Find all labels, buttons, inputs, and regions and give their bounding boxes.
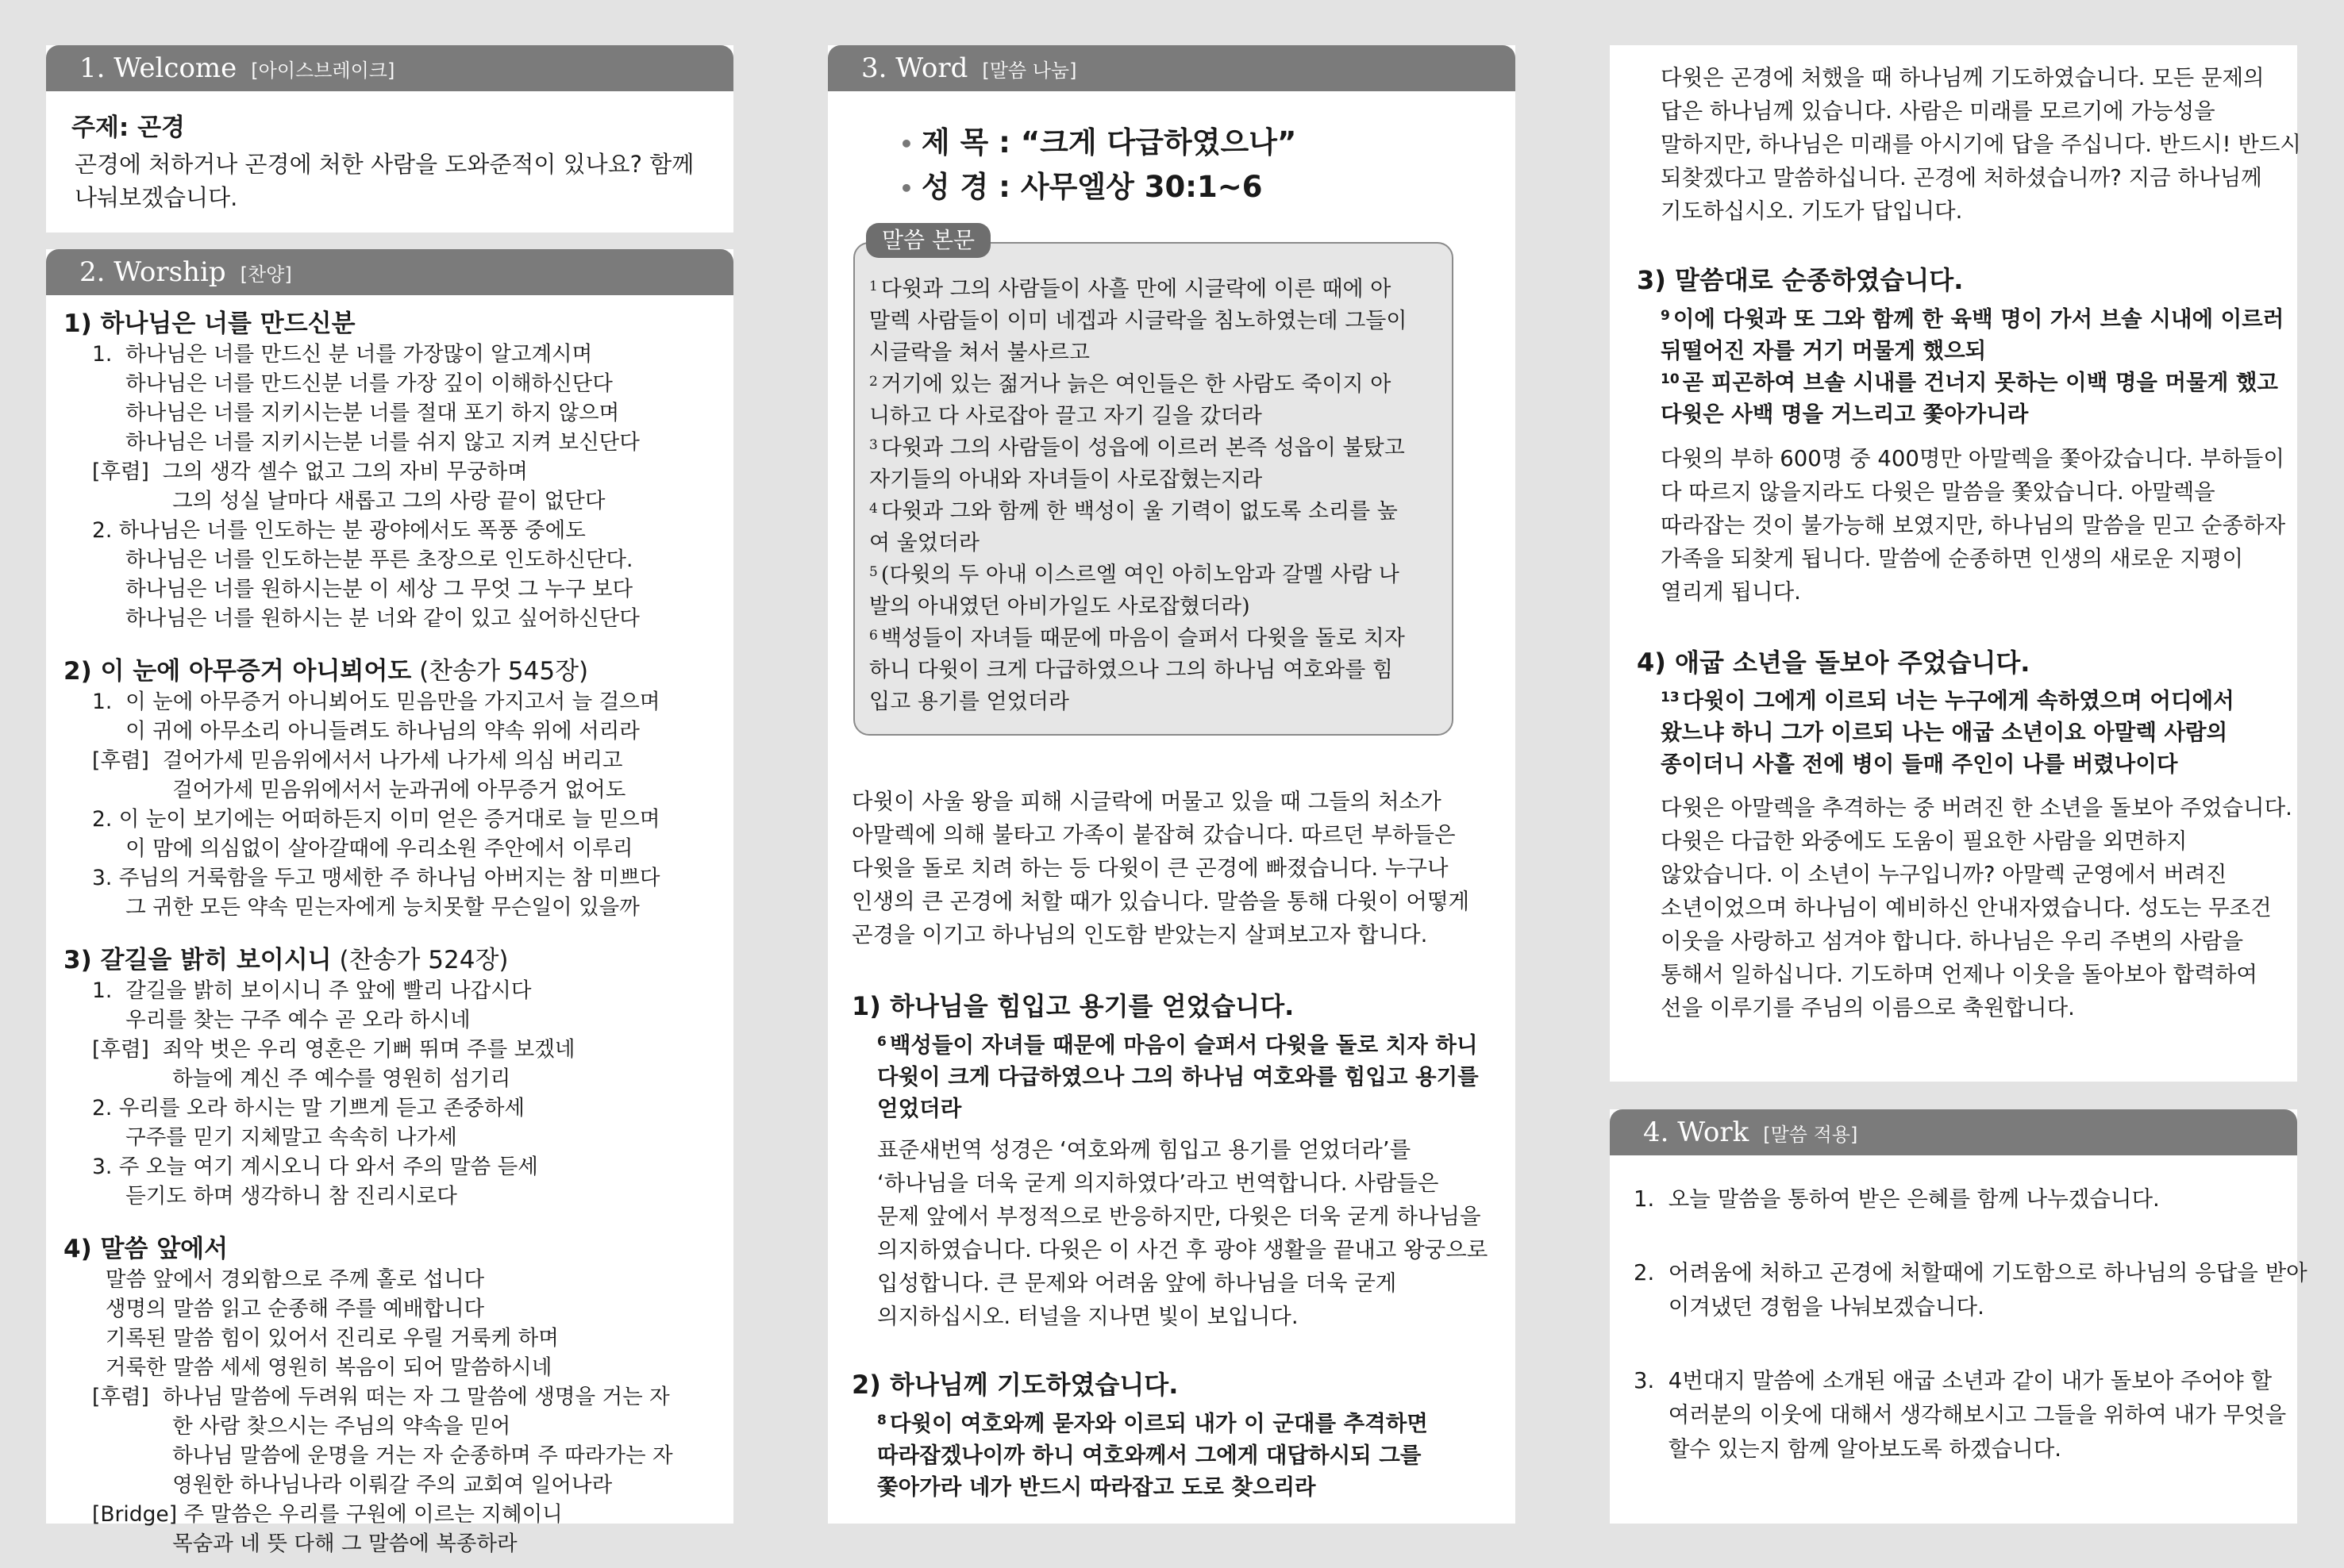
song-4-line: 생명의 말씀 읽고 순종해 주를 예배합니다	[92, 1297, 485, 1321]
song-2-line: 이 맘에 의심없이 살아갈때에 우리소원 주안에서 이루리	[92, 836, 633, 861]
point-2-verse-line-text: 쫓아가라 네가 반드시 따라잡고 도로 찾으리라	[877, 1474, 1316, 1500]
point-3-text	[1661, 442, 2286, 609]
point-1-text-line: 표준새번역 성경은 ‘여호와께 힘입고 용기를 얻었더라’를	[877, 1137, 1411, 1163]
point-2-text-line: 말하지만, 하나님은 미래를 아시기에 답을 주십니다. 반드시! 반드시	[1661, 132, 2301, 157]
sermon-subject	[899, 118, 1296, 161]
scripture-box-line	[869, 337, 1407, 369]
song-2-line: 이 귀에 아무소리 아니들려도 하나님의 약속 위에 서리라	[92, 719, 640, 744]
song-4-line: [후렴] 하나님 말씀에 두려워 떠는 자 그 말씀에 생명을 거는 자	[92, 1385, 670, 1409]
point-1-verse-line	[877, 1093, 1479, 1124]
verse-number: 5	[869, 564, 878, 580]
point-2-text-line: 되찾겠다고 말씀하십니다. 곤경에 처하셨습니까? 지금 하나님께	[1661, 165, 2262, 190]
point-3-text-line: 가족을 되찾게 됩니다. 말씀에 순종하면 인생의 새로운 지평이	[1661, 546, 2244, 571]
song-2-title-text: 2) 이 눈에 아무증거 아니뵈어도	[64, 657, 412, 686]
song-3-line: 하늘에 계신 주 예수를 영원히 섬기리	[92, 1066, 511, 1091]
scripture-box-line	[869, 655, 1407, 686]
point-1-verse-line-text: 다윗이 크게 다급하였으나 그의 하나님 여호와를 힘입고 용기를	[877, 1064, 1479, 1090]
song-1-line: 하나님은 너를 원하시는분 이 세상 그 무엇 그 누구 보다	[92, 577, 633, 601]
song-4-line: 목숨과 네 뜻 다해 그 말씀에 복종하라	[92, 1531, 518, 1556]
sermon-subject-label: 제 목 :	[921, 125, 1021, 159]
scripture-box-line	[869, 496, 1407, 528]
work-item-line: 이겨냈던 경험을 나눠보겠습니다.	[1634, 1294, 1984, 1320]
sermon-scripture-label: 성 경 :	[921, 170, 1021, 204]
point-3-verse-line-text: 곧 피곤하여 브솔 시내를 건너지 못하는 이백 명을 머물게 했고	[1682, 370, 2278, 395]
point-1-text-line: ‘하나님을 더욱 굳게 의지하였다’라고 번역합니다. 사람들은	[877, 1170, 1439, 1196]
song-1-line: 그의 성실 날마다 새롭고 그의 사랑 끝이 없단다	[92, 489, 606, 513]
song-3-line: 1. 갈길을 밝히 보이시니 주 앞에 빨리 나갑시다	[92, 978, 532, 1003]
song-1-line: 2. 하나님은 너를 인도하는 분 광야에서도 폭풍 중에도	[92, 518, 586, 543]
point-4-text-line: 않았습니다. 이 소년이 누구입니까? 아말렉 군영에서 버려진	[1661, 862, 2227, 887]
welcome-topic: 주제: 곤경	[71, 113, 185, 142]
point-4-verse-line	[1661, 748, 2234, 780]
song-2-line: 2. 이 눈이 보기에는 어떠하든지 이미 얻은 증거대로 늘 믿으며	[92, 807, 660, 832]
song-1-line: 1. 하나님은 너를 만드신 분 너를 가장많이 알고계시며	[92, 342, 593, 367]
song-3-line: 구주를 믿기 지체말고 속속히 나가세	[92, 1125, 457, 1150]
word-intro-line: 아말렉에 의해 불타고 가족이 붙잡혀 갔습니다. 따르던 부하들은	[852, 822, 1456, 847]
welcome-text-line-1: 곤경에 처하거나 곤경에 처한 사람을 도와준적이 있나요? 함께	[75, 151, 695, 178]
song-4-line: 기록된 말씀 힘이 있어서 진리로 우릴 거룩케 하며	[92, 1326, 559, 1351]
scripture-box-line-text: 니하고 다 사로잡아 끌고 자기 길을 갔더라	[869, 404, 1262, 429]
welcome-panel	[46, 45, 733, 233]
worship-header	[46, 249, 733, 295]
scripture-box-line	[869, 686, 1407, 718]
verse-number: 13	[1661, 690, 1680, 705]
word-continued-panel	[1610, 45, 2301, 1082]
point-3-verse-line-text: 이에 다윗과 또 그와 함께 한 육백 명이 가서 브솔 시내에 이르러	[1672, 306, 2284, 332]
song-4-line: 하나님 말씀에 운명을 거는 자 순종하며 주 따라가는 자	[92, 1443, 673, 1468]
point-4-title: 4) 애굽 소년을 돌보아 주었습니다.	[1637, 648, 2030, 678]
scripture-box-line-text: 다윗과 그의 사람들이 사흘 만에 시글락에 이른 때에 아	[880, 277, 1391, 302]
point-3-verse-line	[1661, 335, 2284, 367]
verse-number: 3	[869, 437, 878, 453]
song-1-line: 하나님은 너를 만드신분 너를 가장 깊이 이해하신단다	[92, 371, 613, 396]
point-4-text	[1661, 791, 2292, 1024]
point-1-text	[877, 1133, 1499, 1333]
scripture-box-line-text: 다윗과 그와 함께 한 백성이 울 기력이 없도록 소리를 높	[880, 499, 1398, 524]
scripture-box-label: 말씀 본문	[866, 223, 991, 258]
point-2-title: 2) 하나님께 기도하였습니다.	[852, 1370, 1179, 1400]
word-title: 3. Word	[861, 52, 968, 84]
work-item-line: 3. 4번대지 말씀에 소개된 애굽 소년과 같이 내가 돌보아 주어야 할	[1634, 1368, 2273, 1393]
song-1-line: 하나님은 너를 인도하는분 푸른 초장으로 인도하신단다.	[92, 548, 633, 572]
point-4-text-line: 다윗은 아말렉을 추격하는 중 버려진 한 소년을 돌보아 주었습니다.	[1661, 795, 2292, 821]
point-3-text-line: 다윗의 부하 600명 중 400명만 아말렉을 쫓아갔습니다. 부하들이	[1661, 446, 2284, 471]
scripture-box-text	[869, 274, 1407, 718]
point-4-verse-line-text: 왔느냐 하니 그가 이르되 나는 애굽 소년이요 아말렉 사람의	[1661, 720, 2228, 745]
song-2-line: 1. 이 눈에 아무증거 아니뵈어도 믿음만을 가지고서 늘 걸으며	[92, 690, 660, 714]
welcome-subtitle: [아이스브레이크]	[251, 59, 395, 82]
verse-number: 9	[1661, 308, 1670, 324]
work-item-line: 할수 있는지 함께 알아보도록 하겠습니다.	[1634, 1436, 2062, 1462]
point-4-text-line: 통해서 일하십니다. 기도하며 언제나 이웃을 돌아보아 합력하여	[1661, 962, 2257, 987]
point-2-verse-line	[877, 1471, 1428, 1503]
worship-title: 2. Worship	[79, 256, 226, 288]
scripture-box-line	[869, 528, 1407, 559]
point-1-verse-line-text: 얻었더라	[877, 1096, 962, 1121]
verse-number: 8	[877, 1412, 887, 1428]
song-4-title-text: 4) 말씀 앞에서	[64, 1235, 229, 1263]
scripture-box-line-text: 백성들이 자녀들 때문에 마음이 슬퍼서 다윗을 돌로 치자	[880, 626, 1405, 651]
work-item-line: 1. 오늘 말씀을 통하여 받은 은혜를 함께 나누겠습니다.	[1634, 1186, 2160, 1212]
point-2-text-line: 답은 하나님께 있습니다. 사람은 미래를 모르기에 가능성을	[1661, 98, 2215, 124]
point-1-verse-line	[877, 1029, 1479, 1061]
work-subtitle: [말씀 적용]	[1763, 1123, 1858, 1146]
point-1-verse-line-text: 백성들이 자녀들 때문에 마음이 슬퍼서 다윗을 돌로 치자 하니	[889, 1032, 1478, 1058]
song-2-title	[64, 655, 588, 687]
word-panel	[828, 45, 1515, 1524]
point-1-text-line: 의지하십시오. 터널을 지나면 빛이 보입니다.	[877, 1304, 1299, 1329]
point-2-verse-line-text: 다윗이 여호와께 묻자와 이르되 내가 이 군대를 추격하면	[889, 1411, 1428, 1436]
song-3-title	[64, 944, 509, 976]
scripture-box-line-text: 시글락을 쳐서 불사르고	[869, 340, 1090, 365]
scripture-box-line-text: 거기에 있는 젊거나 늙은 여인들은 한 사람도 죽이지 아	[880, 372, 1391, 397]
verse-number: 2	[869, 374, 878, 390]
welcome-title: 1. Welcome	[79, 52, 237, 84]
scripture-box-line	[869, 559, 1407, 591]
sermon-subject-value: “크게 다급하였으나”	[1020, 125, 1297, 159]
scripture-box-line	[869, 591, 1407, 623]
song-3-line: 듣기도 하며 생각하니 참 진리시로다	[92, 1184, 457, 1209]
word-intro-line: 인생의 큰 곤경에 처할 때가 있습니다. 말씀을 통해 다윗이 어떻게	[852, 889, 1470, 914]
point-1-text-line: 입성합니다. 큰 문제와 어려움 앞에 하나님을 더욱 굳게	[877, 1270, 1397, 1296]
verse-number: 4	[869, 501, 878, 517]
word-intro-line: 다윗을 돌로 치려 하는 등 다윗이 큰 곤경에 빠졌습니다. 누구나	[852, 855, 1449, 881]
song-2-line: 걸어가세 믿음위에서서 눈과귀에 아무증거 없어도	[92, 778, 626, 802]
scripture-box-line	[869, 432, 1407, 464]
scripture-box-line-text: 하니 다윗이 크게 다급하였으나 그의 하나님 여호와를 힘	[869, 658, 1393, 682]
sermon-scripture	[899, 163, 1262, 206]
verse-number: 10	[1661, 371, 1680, 387]
point-4-verse-line	[1661, 717, 2234, 748]
verse-number: 6	[877, 1034, 887, 1050]
point-1-verse-line	[877, 1061, 1479, 1093]
scripture-box-line-text: 말렉 사람들이 이미 네겝과 시글락을 침노하였는데 그들이	[869, 309, 1407, 333]
song-3-line: 우리를 찾는 구주 예수 곧 오라 하시네	[92, 1008, 471, 1032]
scripture-box-line-text: (다윗의 두 아내 이스르엘 여인 아히노암과 갈멜 사람 나	[880, 563, 1399, 587]
work-header	[1610, 1109, 2297, 1155]
song-3-line: 3. 주 오늘 여기 계시오니 다 와서 주의 말씀 듣세	[92, 1155, 538, 1179]
word-header	[828, 45, 1515, 91]
point-3-verse-line-text: 다윗은 사백 명을 거느리고 쫓아가니라	[1661, 402, 2029, 427]
song-4-line: 거룩한 말씀 세세 영원히 복음이 되어 말씀하시네	[92, 1355, 552, 1380]
point-4-verse-line	[1661, 685, 2234, 717]
bullet-dot-icon: •	[899, 131, 914, 157]
point-1-title: 1) 하나님을 힘입고 용기를 얻었습니다.	[852, 991, 1295, 1021]
point-2-verse-line-text: 따라잡겠나이까 하니 여호와께서 그에게 대답하시되 그를	[877, 1443, 1422, 1468]
verse-number: 6	[869, 628, 878, 644]
song-1-line: [후렴] 그의 생각 셀수 없고 그의 자비 무궁하며	[92, 459, 528, 484]
welcome-header	[46, 45, 733, 91]
point-4-text-line: 다윗은 다급한 와중에도 도움이 필요한 사람을 외면하지	[1661, 828, 2188, 854]
song-3-line: 2. 우리를 오라 하시는 말 기쁘게 듣고 존중하세	[92, 1096, 525, 1120]
point-3-text-line: 다 따르지 않을지라도 다윗은 말씀을 쫓았습니다. 아말렉을	[1661, 479, 2215, 505]
point-2-verse-line	[877, 1408, 1428, 1439]
point-3-verse-line	[1661, 303, 2284, 335]
work-panel	[1610, 1109, 2307, 1524]
song-4-line: 영원한 하나님나라 이뤄갈 주의 교회여 일어나라	[92, 1473, 613, 1497]
song-1-title-text: 1) 하나님은 너를 만드신분	[64, 309, 356, 338]
point-4-text-line: 이웃을 사랑하고 섬겨야 합니다. 하나님은 우리 주변의 사람을	[1661, 928, 2244, 954]
point-1-text-line: 문제 앞에서 부정적으로 반응하지만, 다윗은 더욱 굳게 하나님을	[877, 1204, 1481, 1229]
verse-number: 1	[869, 279, 878, 294]
bullet-dot-icon: •	[899, 175, 914, 202]
song-1-title	[64, 308, 356, 340]
scripture-box-line	[869, 401, 1407, 432]
point-4-verse	[1661, 685, 2234, 780]
song-3-line: [후렴] 죄악 벗은 우리 영혼은 기뻐 뛰며 주를 보겠네	[92, 1037, 575, 1062]
word-intro-line: 곤경을 이기고 하나님의 인도함 받았는지 살펴보고자 합니다.	[852, 922, 1428, 947]
scripture-box-line-text: 발의 아내였던 아비가일도 사로잡혔더라)	[869, 594, 1250, 619]
song-4-line: [Bridge] 주 말씀은 우리를 구원에 이르는 지혜이니	[92, 1502, 563, 1527]
song-3-title-hymn: (찬송가 524장)	[331, 946, 509, 974]
point-1-text-line: 의지하였습니다. 다윗은 이 사건 후 광야 생활을 끝내고 왕궁으로	[877, 1237, 1488, 1262]
scripture-box-line	[869, 623, 1407, 655]
scripture-box-line	[869, 306, 1407, 337]
song-4-line: 한 사람 찾으시는 주님의 약속을 믿어	[92, 1414, 511, 1439]
point-1-verse	[877, 1029, 1479, 1124]
song-3-title-text: 3) 갈길을 밝히 보이시니	[64, 946, 332, 974]
work-title: 4. Work	[1643, 1116, 1749, 1148]
song-4-title	[64, 1233, 228, 1265]
word-subtitle: [말씀 나눔]	[982, 59, 1077, 82]
point-2-text	[1661, 61, 2301, 228]
scripture-box-line	[869, 274, 1407, 306]
song-2-line: 그 귀한 모든 약속 믿는자에게 능치못할 무슨일이 있을까	[92, 895, 640, 920]
point-3-text-line: 열리게 됩니다.	[1661, 579, 1801, 605]
word-intro	[852, 785, 1499, 951]
point-3-title: 3) 말씀대로 순종하였습니다.	[1637, 265, 1964, 295]
welcome-text-line-2: 나눠보겠습니다.	[75, 184, 238, 211]
point-4-text-line: 소년이었으며 하나님이 예비하신 안내자였습니다. 성도는 무조건	[1661, 895, 2272, 920]
worship-subtitle: [찬양]	[240, 263, 292, 286]
point-3-verse-line-text: 뒤떨어진 자를 거기 머물게 했으되	[1661, 338, 1987, 363]
point-2-verse-line	[877, 1439, 1428, 1471]
point-2-verse	[877, 1408, 1428, 1503]
work-item-line: 2. 어려움에 처하고 곤경에 처할때에 기도함으로 하나님의 응답을 받아	[1634, 1260, 2307, 1286]
worship-panel	[46, 249, 733, 1556]
point-3-verse	[1661, 303, 2284, 430]
point-3-verse-line	[1661, 367, 2284, 398]
scripture-box-line-text: 입고 용기를 얻었더라	[869, 690, 1069, 714]
song-2-line: [후렴] 걸어가세 믿음위에서서 나가세 나가세 의심 버리고	[92, 748, 623, 773]
scripture-box-line	[869, 369, 1407, 401]
point-4-verse-line-text: 다윗이 그에게 이르되 너는 누구에게 속하였으며 어디에서	[1682, 688, 2234, 713]
scripture-box-line	[869, 464, 1407, 496]
point-2-text-line: 다윗은 곤경에 처했을 때 하나님께 기도하였습니다. 모든 문제의	[1661, 65, 2265, 90]
point-3-text-line: 따라잡는 것이 불가능해 보였지만, 하나님의 말씀을 믿고 순종하자	[1661, 513, 2286, 538]
scripture-box-line-text: 자기들의 아내와 자녀들이 사로잡혔는지라	[869, 467, 1263, 492]
point-4-text-line: 선을 이루기를 주님의 이름으로 축원합니다.	[1661, 995, 2075, 1020]
song-2-title-hymn: (찬송가 545장)	[411, 657, 589, 686]
work-item-line: 여러분의 이웃에 대해서 생각해보시고 그들을 위하여 내가 무엇을	[1634, 1402, 2287, 1428]
point-2-text-line: 기도하십시오. 기도가 답입니다.	[1661, 198, 1963, 224]
song-1-line: 하나님은 너를 지키시는분 너를 쉬지 않고 지켜 보신단다	[92, 430, 640, 455]
point-3-verse-line	[1661, 398, 2284, 430]
song-1-line: 하나님은 너를 지키시는분 너를 절대 포기 하지 않으며	[92, 401, 620, 425]
word-intro-line: 다윗이 사울 왕을 피해 시글락에 머물고 있을 때 그들의 처소가	[852, 789, 1441, 814]
song-2-line: 3. 주님의 거룩함을 두고 맹세한 주 하나님 아버지는 참 미쁘다	[92, 866, 660, 890]
song-4-line: 말씀 앞에서 경외함으로 주께 홀로 섭니다	[92, 1267, 485, 1292]
point-4-verse-line-text: 종이더니 사흘 전에 병이 들매 주인이 나를 버렸나이다	[1661, 751, 2178, 777]
song-1-line: 하나님은 너를 원하시는 분 너와 같이 있고 싶어하신단다	[92, 606, 640, 631]
sermon-scripture-value: 사무엘상 30:1~6	[1020, 170, 1263, 204]
scripture-box-line-text: 다윗과 그의 사람들이 성읍에 이르러 본즉 성읍이 불탔고	[880, 436, 1405, 460]
scripture-box-line-text: 여 울었더라	[869, 531, 980, 555]
